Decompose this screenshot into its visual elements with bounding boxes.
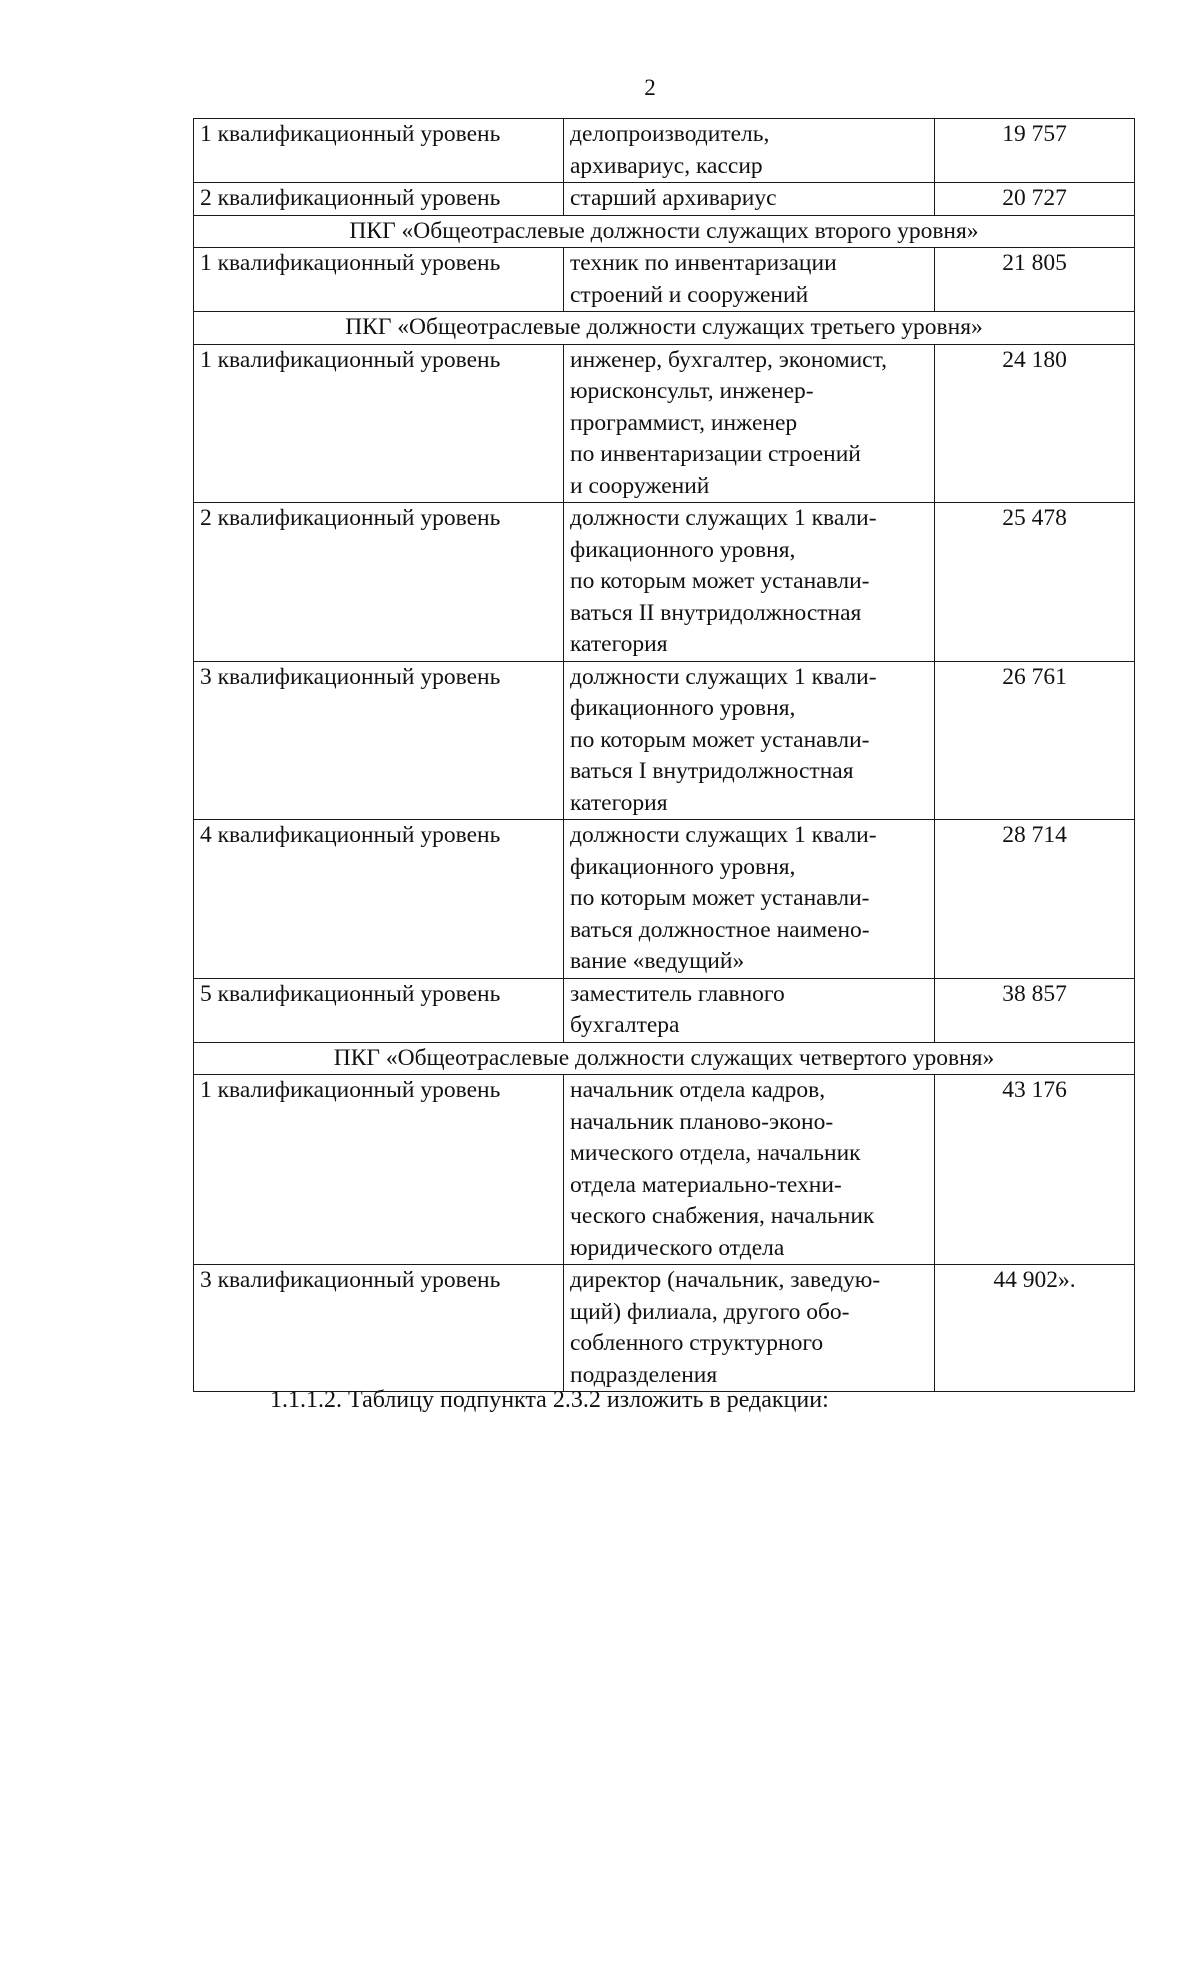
group-header: ПКГ «Общеотраслевые должности служащих четвертого уровня» [194,1042,1135,1075]
group-header-row [194,312,1135,345]
footer-paragraph: 1.1.1.2. Таблицу подпункта 2.3.2 изложить в редакции: [270,1387,829,1413]
salary-cell: 43 176 [935,1075,1135,1265]
qualification-level-cell: 2 квалификационный уровень [194,183,564,216]
qualification-level-cell: 1 квалификационный уровень [194,1075,564,1265]
position-line: по которым может устанавли- [570,885,870,911]
group-header-row [194,215,1135,248]
table-row [194,1075,1135,1265]
table-row [194,344,1135,503]
salary-table-body [194,119,1135,1392]
group-header: ПКГ «Общеотраслевые должности служащих второго уровня» [194,215,1135,248]
position-line: подразделения [570,1361,718,1388]
table-row [194,248,1135,312]
positions-cell [564,344,935,503]
positions-cell [564,503,935,662]
salary-cell: 21 805 [935,248,1135,312]
qualification-level-cell: 1 квалификационный уровень [194,119,564,183]
position-line: фикационного уровня, [570,695,796,721]
position-line: ваться должностное наимено- [570,916,870,943]
position-line: по которым может устанавли- [570,726,870,753]
qualification-level-cell: 3 квалификационный уровень [194,661,564,820]
position-line: заместитель главного [570,980,785,1007]
position-line: программист, инженер [570,409,798,436]
positions-cell [564,820,935,979]
positions-cell [564,119,935,183]
position-line: и сооружений [570,472,710,499]
salary-cell: 26 761 [935,661,1135,820]
salary-table [193,118,1135,1392]
position-line: директор (начальник, заведую- [570,1267,881,1293]
position-line: ваться I внутридолжностная [570,758,854,784]
position-line: фикационного уровня, [570,536,796,563]
position-line: вание «ведущий» [570,948,745,974]
salary-cell: 20 727 [935,183,1135,216]
salary-cell: 25 478 [935,503,1135,662]
positions-cell [564,978,935,1042]
position-line: должности служащих 1 квали- [570,663,877,690]
salary-cell: 38 857 [935,978,1135,1042]
table-row [194,820,1135,979]
position-line: ческого снабжения, начальник [570,1203,875,1229]
positions-cell [564,1265,935,1392]
table-row [194,119,1135,183]
position-line: категория [570,631,668,657]
positions-cell [564,183,935,216]
position-line: техник по инвентаризации [570,250,837,276]
position-line: инженер, бухгалтер, экономист, [570,346,887,373]
position-line: собленного структурного [570,1330,824,1356]
position-line: юридического отдела [570,1234,785,1261]
table-row [194,503,1135,662]
position-line: мического отдела, начальник [570,1140,861,1166]
qualification-level-cell: 1 квалификационный уровень [194,344,564,503]
position-line: по инвентаризации строений [570,441,861,467]
salary-cell: 19 757 [935,119,1135,183]
position-line: начальник планово-эконо- [570,1108,834,1135]
qualification-level-cell: 2 квалификационный уровень [194,503,564,662]
group-header: ПКГ «Общеотраслевые должности служащих третьего уровня» [194,312,1135,345]
position-line: должности служащих 1 квали- [570,505,877,531]
position-line: отдела материально-техни- [570,1171,842,1198]
qualification-level-cell: 3 квалификационный уровень [194,1265,564,1392]
group-header-row [194,1042,1135,1075]
table-row [194,661,1135,820]
position-line: юрисконсульт, инженер- [570,378,814,404]
salary-cell: 28 714 [935,820,1135,979]
table-row [194,1265,1135,1392]
page-number: 2 [644,75,656,100]
positions-cell [564,1075,935,1265]
position-line: архивариус, кассир [570,152,763,179]
position-line: по которым может устанавли- [570,568,870,594]
table-row [194,978,1135,1042]
positions-cell [564,248,935,312]
positions-cell [564,661,935,820]
qualification-level-cell: 4 квалификационный уровень [194,820,564,979]
position-line: начальник отдела кадров, [570,1077,826,1103]
position-line: категория [570,789,668,816]
position-line: строений и сооружений [570,281,809,308]
qualification-level-cell: 5 квалификационный уровень [194,978,564,1042]
position-line: ваться II внутридолжностная [570,599,862,626]
position-line: старший архивариус [570,185,777,211]
position-line: щий) филиала, другого обо- [570,1298,850,1325]
position-line: бухгалтера [570,1012,680,1038]
salary-cell: 44 902». [935,1265,1135,1392]
salary-cell: 24 180 [935,344,1135,503]
position-line: должности служащих 1 квали- [570,822,877,848]
position-line: фикационного уровня, [570,853,796,880]
position-line: делопроизводитель, [570,121,770,147]
qualification-level-cell: 1 квалификационный уровень [194,248,564,312]
table-row [194,183,1135,216]
